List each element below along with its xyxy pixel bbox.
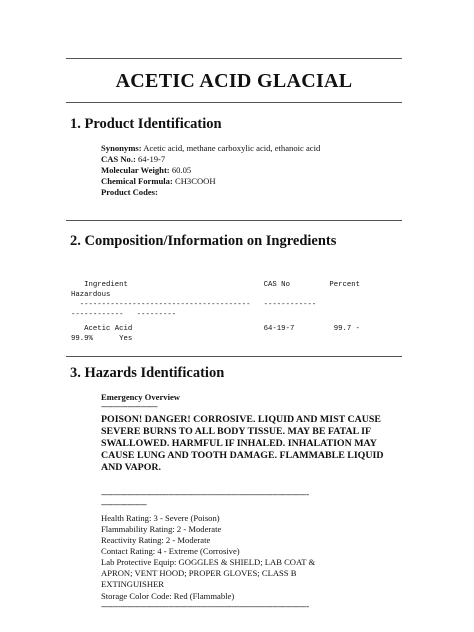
document-title: ACETIC ACID GLACIAL bbox=[115, 70, 353, 92]
emergency-overview-underline: -------------------------- bbox=[101, 402, 158, 411]
chemical-formula-line bbox=[101, 176, 216, 187]
bottom-separator-line: ------------------------------------------------------------------------------------------------ bbox=[101, 602, 309, 611]
cas-line bbox=[101, 154, 165, 165]
product-codes-label: Product Codes: bbox=[101, 187, 158, 197]
section-2-bottom-rule bbox=[66, 356, 402, 357]
lab-protective-equipment-line-2: APRON; VENT HOOD; PROPER GLOVES; CLASS B bbox=[101, 568, 297, 578]
ingredients-table-row-wrap: 99.9% Yes bbox=[71, 335, 133, 343]
molecular-weight-label: Molecular Weight: bbox=[101, 165, 170, 175]
ingredients-table-divider-wrap: ------------ --------- bbox=[71, 311, 177, 319]
cas-value: 64-19-7 bbox=[135, 154, 166, 164]
storage-color-code: Storage Color Code: Red (Flammable) bbox=[101, 591, 235, 601]
molecular-weight-line bbox=[101, 165, 191, 176]
flammability-rating: Flammability Rating: 2 - Moderate bbox=[101, 524, 222, 534]
emergency-overview-title: Emergency Overview bbox=[101, 392, 180, 402]
cas-label: CAS No.: bbox=[101, 154, 136, 164]
synonyms-line bbox=[101, 143, 320, 154]
chemical-formula-label: Chemical Formula: bbox=[101, 176, 173, 186]
molecular-weight-value: 60.05 bbox=[169, 165, 192, 175]
section-3-heading: 3. Hazards Identification bbox=[70, 365, 225, 381]
product-codes-line bbox=[101, 187, 158, 198]
title-bottom-rule bbox=[66, 102, 402, 103]
synonyms-label: Synonyms: bbox=[101, 143, 142, 153]
ingredients-table-header-wrap: Hazardous bbox=[71, 291, 111, 299]
contact-rating: Contact Rating: 4 - Extreme (Corrosive) bbox=[101, 546, 240, 556]
section-2-heading: 2. Composition/Information on Ingredients bbox=[70, 233, 337, 249]
reactivity-rating: Reactivity Rating: 2 - Moderate bbox=[101, 535, 211, 545]
section-1-bottom-rule bbox=[66, 220, 402, 221]
top-rule bbox=[66, 58, 402, 59]
emergency-warning-text: POISON! DANGER! CORROSIVE. LIQUID AND MIST CAUSE SEVERE BURNS TO ALL BODY TISSUE. MAY BE FATAL IF SWALLOWED. HARMFUL IF INHALED. INHALATION MAY CAUSE LUNG AND TOOTH DAMAGE. FLAMMABLE LIQUID AND VAPOR. bbox=[101, 414, 384, 473]
separator-line-wrap: --------------------- bbox=[101, 500, 147, 509]
chemical-formula-value: CH3COOH bbox=[172, 176, 216, 186]
ingredients-table-divider: --------------------------------------- ------------ bbox=[71, 301, 317, 309]
lab-protective-equipment-line-3: EXTINGUISHER bbox=[101, 579, 165, 589]
section-1-heading: 1. Product Identification bbox=[70, 116, 222, 132]
ingredients-table-header: Ingredient CAS No Percent bbox=[71, 281, 361, 289]
lab-protective-equipment: Lab Protective Equip: GOGGLES & SHIELD; LAB COAT & bbox=[101, 557, 316, 567]
health-rating: Health Rating: 3 - Severe (Poison) bbox=[101, 513, 220, 523]
separator-line: ------------------------------------------------------------------------------------------------ bbox=[101, 490, 309, 499]
synonyms-value: Acetic acid, methane carboxylic acid, ethanoic acid bbox=[141, 143, 321, 153]
ingredients-table-row: Acetic Acid 64-19-7 99.7 - bbox=[71, 325, 361, 333]
